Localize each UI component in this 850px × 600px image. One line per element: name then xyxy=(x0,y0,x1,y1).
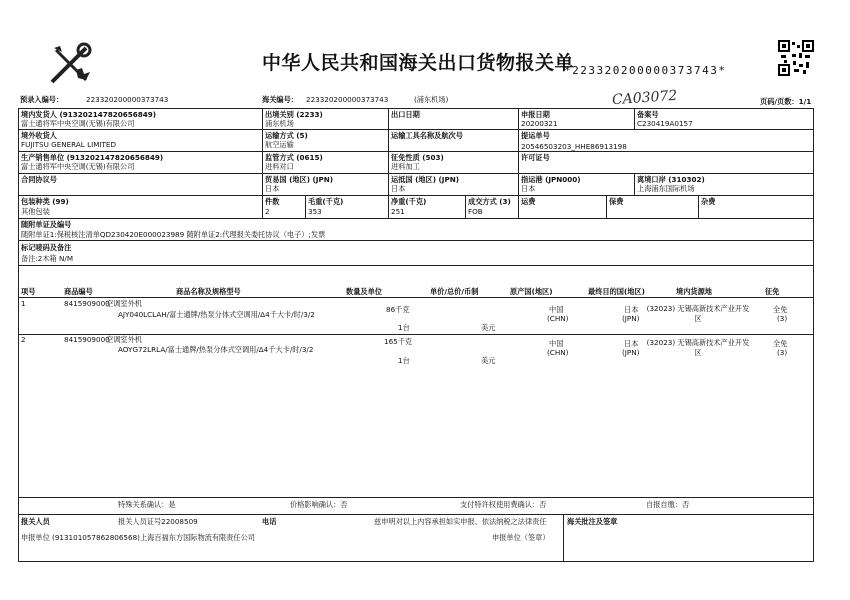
bill-no-value: 20546503203_HHE86913198 xyxy=(521,142,627,151)
goods-header-qty: 数量及单位 xyxy=(346,287,382,296)
misc-label: 杂费 xyxy=(701,197,716,206)
row-dest-code: (JPN) xyxy=(622,348,640,357)
row-dest-code: (JPN) xyxy=(622,314,640,323)
supervision-value: 进料对口 xyxy=(265,162,294,171)
exit-port-label: 出境关别 (2233) xyxy=(265,110,323,119)
row-divider xyxy=(18,497,814,498)
freight-label: 运费 xyxy=(521,197,536,206)
row-dest: 日本 xyxy=(624,339,639,348)
row-divider xyxy=(18,151,814,152)
royalty: 支付特许权使用费确认：否 xyxy=(460,500,547,509)
record-no-label: 备案号 xyxy=(637,110,659,119)
row-qty1: 165千克 xyxy=(384,337,413,346)
customs-no-label: 海关编号： xyxy=(262,95,298,104)
goods-header-origin: 原产国(地区) xyxy=(510,287,553,296)
vehicle-label: 运输工具名称及航次号 xyxy=(391,131,463,140)
producer-value: 富士通将军中央空调(无锡)有限公司 xyxy=(21,162,135,171)
insurance-label: 保费 xyxy=(609,197,624,206)
row-spec: AOYG72LRLA/富士通牌/热泵分体式空调用/Δ4千大卡/时/3/2 xyxy=(118,345,314,354)
package-label: 包装种类 (99) xyxy=(21,197,69,206)
pieces-label: 件数 xyxy=(265,197,280,206)
license-label: 许可证号 xyxy=(521,153,550,162)
row-divider xyxy=(18,218,814,219)
arrival-port-label: 指运港 (JPN000) xyxy=(521,175,581,184)
port-note: (浦东机场) xyxy=(414,95,449,104)
col-divider xyxy=(606,195,607,218)
goods-header-no: 项号 xyxy=(21,287,36,296)
gross-value: 353 xyxy=(308,207,322,216)
page-indicator: 页码/页数：1/1 xyxy=(760,97,812,106)
row-code: 8415909000 xyxy=(64,299,110,308)
row-origin: 中国 xyxy=(549,339,564,348)
trade-country-value: 日本 xyxy=(265,184,280,193)
consignee-value: FUJITSU GENERAL LIMITED xyxy=(21,140,116,149)
col-divider xyxy=(305,195,306,218)
goods-header-source: 境内货源地 xyxy=(676,287,712,296)
row-divider xyxy=(18,240,814,241)
row-no: 2 xyxy=(21,335,26,344)
goods-header-price: 单价/总价/币制 xyxy=(430,287,479,296)
table-right xyxy=(813,108,814,562)
consignee-label: 境外收货人 xyxy=(21,131,57,140)
row-tax: 全免 xyxy=(773,305,788,314)
col-divider xyxy=(465,195,466,218)
row-currency: 美元 xyxy=(481,356,496,365)
col-divider xyxy=(262,108,263,218)
marks-value: 备注:2木箱 N/M xyxy=(21,254,74,263)
qr-code-icon xyxy=(778,40,814,76)
table-top xyxy=(18,108,814,109)
export-date-label: 出口日期 xyxy=(391,110,420,119)
row-divider xyxy=(18,173,814,174)
customs-note: 海关批注及签章 xyxy=(567,517,618,526)
row-qty2: 1台 xyxy=(398,356,410,365)
row-divider xyxy=(18,265,814,266)
pieces-value: 2 xyxy=(265,207,270,216)
col-divider xyxy=(698,195,699,218)
row-divider xyxy=(18,514,814,515)
gross-label: 毛重(千克) xyxy=(308,197,344,206)
customs-emblem-icon xyxy=(46,40,94,88)
marks-label: 标记唛码及备注 xyxy=(21,243,72,252)
col-divider xyxy=(634,173,635,196)
handwritten-note: CA03072 xyxy=(611,87,678,109)
exit-port-value: 浦东机场 xyxy=(265,119,294,128)
contract-label: 合同协议号 xyxy=(21,175,57,184)
record-no-value: C230419A0157 xyxy=(637,119,693,128)
consignor-value: 富士通将军中央空调(无锡)有限公司 xyxy=(21,119,135,128)
agent-seal: 申报单位（签章） xyxy=(492,533,550,542)
goods-header-code: 商品编号 xyxy=(64,287,93,296)
declarant-label: 报关人员 xyxy=(21,517,50,526)
phone-label: 电话 xyxy=(262,517,277,526)
declarant-cert: 报关人员证号22008509 xyxy=(118,517,198,526)
row-origin-code: (CHN) xyxy=(547,314,569,323)
row-tax: 全免 xyxy=(773,339,788,348)
goods-header-tax: 征免 xyxy=(765,287,780,296)
special-relation: 特殊关系确认：是 xyxy=(118,500,176,509)
row-code: 8415909000 xyxy=(64,335,110,344)
row-currency: 美元 xyxy=(481,323,496,332)
row-spec: AJY040LCLAH/富士通牌/热泵分体式空调用/Δ4千大卡/时/3/2 xyxy=(118,310,315,319)
document-title: 中华人民共和国海关出口货物报关单 xyxy=(262,52,575,74)
docs-value: 随附单证1:保税核注清单QD230420E000023989 随附单证2:代理报关委托协议（电子）;发票 xyxy=(21,230,326,239)
docs-label: 随附单证及编号 xyxy=(21,220,72,229)
pre-entry-label: 预录入编号： xyxy=(20,95,64,104)
row-name: 空调室外机 xyxy=(106,335,142,344)
declare-date-value: 20200321 xyxy=(521,119,558,128)
table-bottom xyxy=(18,561,814,562)
terms-value: FOB xyxy=(468,207,483,216)
net-label: 净重(千克) xyxy=(391,197,427,206)
declare-date-label: 申报日期 xyxy=(521,110,550,119)
price-effect: 价格影响确认：否 xyxy=(290,500,348,509)
terms-label: 成交方式 (3) xyxy=(468,197,511,206)
transport-mode-label: 运输方式 (5) xyxy=(265,131,308,140)
trade-country-label: 贸易国 (地区) (JPN) xyxy=(265,175,334,184)
barcode-text: *223320200000373743* xyxy=(564,64,727,77)
pre-entry-no: 223320200000373743 xyxy=(86,95,169,104)
goods-header-dest: 最终目的国(地区) xyxy=(588,287,645,296)
tax-nature-label: 征免性质 (503) xyxy=(391,153,444,162)
bill-no-label: 提运单号 xyxy=(521,131,550,140)
dest-country-label: 运抵国 (地区) (JPN) xyxy=(391,175,460,184)
consignor-label: 境内发货人 (913202147820656849) xyxy=(21,110,157,119)
row-divider xyxy=(18,195,814,196)
net-value: 251 xyxy=(391,207,405,216)
row-name: 空调室外机 xyxy=(106,299,142,308)
row-origin: 中国 xyxy=(549,305,564,314)
self-report: 自报自缴：否 xyxy=(646,500,690,509)
col-divider xyxy=(388,108,389,218)
table-left xyxy=(18,108,19,562)
col-divider xyxy=(563,514,564,562)
col-divider xyxy=(634,108,635,130)
col-divider xyxy=(518,108,519,218)
producer-label: 生产销售单位 (913202147820656849) xyxy=(21,153,164,162)
row-dest: 日本 xyxy=(624,305,639,314)
row-tax-code: (3) xyxy=(777,348,788,357)
leave-port-label: 离境口岸 (310302) xyxy=(637,175,705,184)
statement: 兹申明对以上内容承担如实申报、依法纳税之法律责任 xyxy=(374,517,547,526)
agent: 申报单位 (913101057862806568)上海百福东方国际物流有限责任公司 xyxy=(21,533,255,542)
row-divider xyxy=(18,297,814,298)
tax-nature-value: 进料加工 xyxy=(391,162,420,171)
leave-port-value: 上海浦东国际机场 xyxy=(637,184,695,193)
row-divider xyxy=(18,129,814,130)
row-qty1: 86千克 xyxy=(386,305,410,314)
dest-country-value: 日本 xyxy=(391,184,406,193)
package-value: 其他包装 xyxy=(21,207,50,216)
customs-no: 223320200000373743 xyxy=(306,95,389,104)
transport-mode-value: 航空运输 xyxy=(265,140,294,149)
row-tax-code: (3) xyxy=(777,314,788,323)
supervision-label: 监管方式 (0615) xyxy=(265,153,323,162)
arrival-port-value: 日本 xyxy=(521,184,536,193)
row-source: (32023) 无锡高新技术产业开发区 xyxy=(646,304,750,323)
row-source: (32023) 无锡高新技术产业开发区 xyxy=(646,338,750,357)
row-origin-code: (CHN) xyxy=(547,348,569,357)
row-qty2: 1台 xyxy=(398,323,410,332)
goods-header-name: 商品名称及规格型号 xyxy=(176,287,241,296)
row-no: 1 xyxy=(21,299,26,308)
